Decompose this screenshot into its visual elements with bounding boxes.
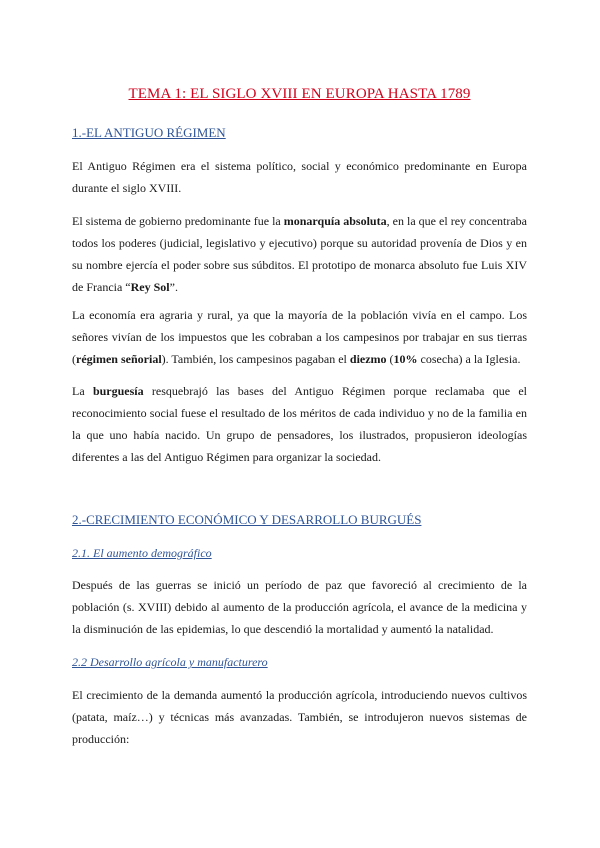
subsection-heading-desarrollo-agricola: 2.2 Desarrollo agrícola y manufacturero [72, 655, 268, 669]
text-span: ). También, los campesinos pagaban el [161, 352, 350, 366]
text-span: , en la que el rey concentraba todos los poderes (judicial, legislativo y ejecutivo) porque su autoridad provenía de Dios y en su nombre ejercía el poder sobre sus súbditos. El prototipo de monarca absoluto fue Luis XIV de Francia “ [72, 214, 527, 294]
section-heading-crecimiento-economico: 2.-CRECIMIENTO ECONÓMICO Y DESARROLLO BURGUÉS [72, 512, 422, 527]
text-span: La economía era agraria y rural, ya que la mayoría de la población vivía en el campo. Los señores vivían de los impuestos que les cobraban a los campesinos por trabajar en sus tierras ( [72, 308, 527, 366]
bold-term-burguesia: burguesía [92, 384, 144, 398]
text-span: cosecha) a la Iglesia. [417, 352, 521, 366]
section-heading-antiguo-regimen: 1.-EL ANTIGUO RÉGIMEN [72, 125, 226, 140]
paragraph-antiguo-regimen-definition: El Antiguo Régimen era el sistema político, social y económico predominante en Europa durante el siglo XVIII. [72, 159, 527, 195]
bold-term-rey-sol: Rey Sol [130, 280, 170, 294]
paragraph-aumento-demografico: Después de las guerras se inició un período de paz que favoreció al crecimiento de la población (s. XVIII) debido al aumento de la producción agrícola, el avance de la medicina y la disminución de las epidemias, lo que descendió la mortalidad y aumentó la natalidad. [72, 578, 527, 636]
bold-term-regimen-senorial: régimen señorial [76, 352, 162, 366]
text-span: ”. [169, 280, 178, 294]
text-span: La [72, 384, 93, 398]
paragraph-burguesia [72, 380, 527, 468]
bold-term-ten-percent: 10% [393, 352, 418, 366]
paragraph-economia [72, 304, 527, 370]
paragraph-monarquia-absoluta [72, 210, 527, 298]
document-title: TEMA 1: EL SIGLO XVIII EN EUROPA HASTA 1789 [128, 86, 471, 102]
bold-term-diezmo: diezmo [349, 352, 387, 366]
subsection-heading-aumento-demografico: 2.1. El aumento demográfico [72, 546, 212, 560]
text-span: El sistema de gobierno predominante fue la [72, 214, 284, 228]
paragraph-desarrollo-agricola: El crecimiento de la demanda aumentó la producción agrícola, introduciendo nuevos cultivos (patata, maíz…) y técnicas más avanzadas. También, se introdujeron nuevos sistemas de producción: [72, 688, 527, 746]
text-span: resquebrajó las bases del Antiguo Régimen porque reclamaba que el reconocimiento social fuese el resultado de los méritos de cada individuo y no de la familia en la que uno había nacido. Un grupo de pensadores, los ilustrados, propusieron ideologías diferentes a las del Antiguo Régimen para organizar la sociedad. [72, 384, 527, 464]
text-span: ( [386, 352, 394, 366]
bold-term-monarquia-absoluta: monarquía absoluta [283, 214, 387, 228]
